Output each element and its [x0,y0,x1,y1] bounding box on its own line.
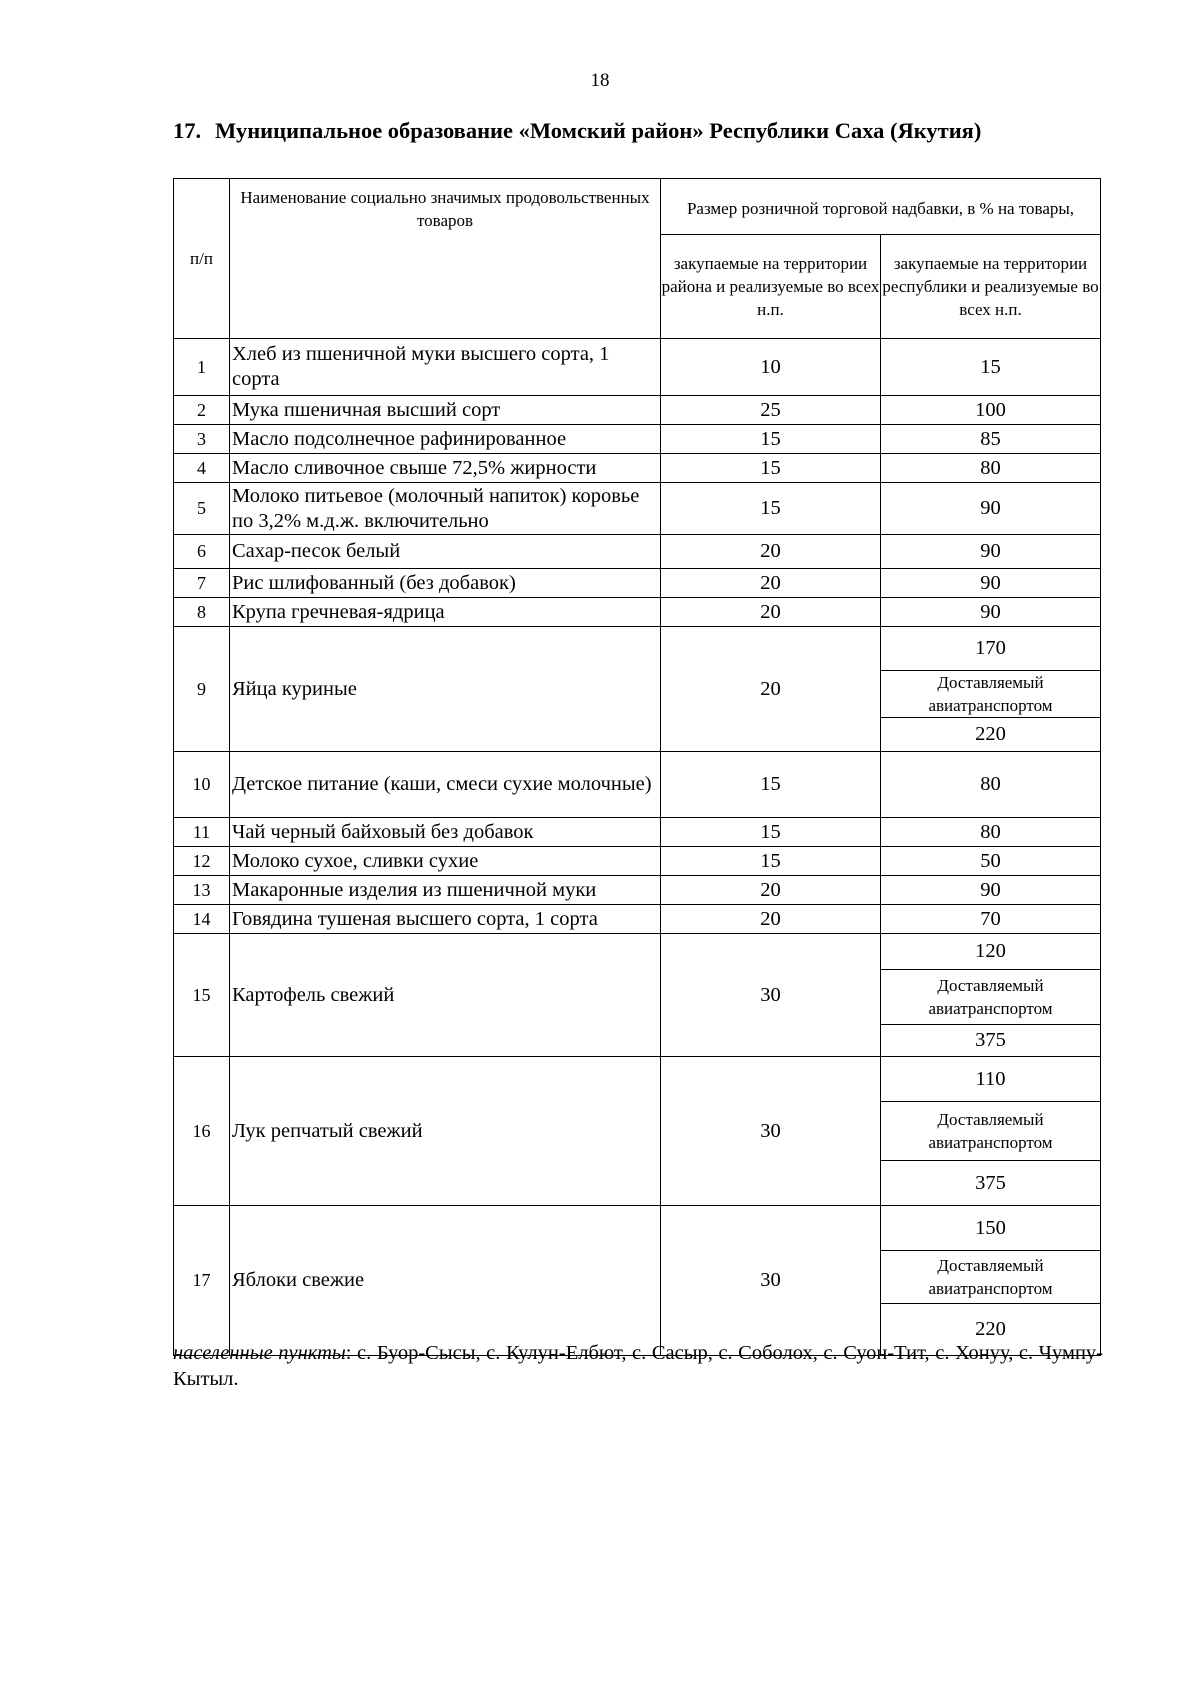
markup-local: 15 [661,483,881,535]
markup-republic-split [881,1206,1100,1355]
markup-local: 20 [661,598,881,627]
air-delivery-note: Доставляемый авиатранспортом [881,1102,1100,1161]
table-row [174,598,1101,627]
product-name: Крупа гречневая-ядрица [230,598,661,627]
markup-republic: 90 [881,483,1101,535]
table-row [174,454,1101,483]
footnote [173,1340,1103,1392]
row-number: 8 [174,598,230,627]
markup-table [173,178,1101,1356]
product-name: Лук репчатый свежий [230,1057,661,1206]
markup-republic: 15 [881,339,1101,396]
markup-local: 20 [661,876,881,905]
row-number: 6 [174,535,230,569]
table-row [174,569,1101,598]
header-num: п/п [174,179,230,339]
product-name: Молоко питьевое (молочный напиток) коровье по 3,2% м.д.ж. включительно [230,483,661,535]
markup-local: 15 [661,847,881,876]
row-number: 14 [174,905,230,934]
row-number: 10 [174,752,230,818]
markup-local: 30 [661,934,881,1057]
product-name: Масло сливочное свыше 72,5% жирности [230,454,661,483]
markup-republic: 100 [881,396,1101,425]
markup-republic: 80 [881,454,1101,483]
table-row [174,876,1101,905]
header-name: Наименование социально значимых продовольственных товаров [230,179,661,339]
product-name: Детское питание (каши, смеси сухие молочные) [230,752,661,818]
row-number: 17 [174,1206,230,1356]
markup-republic: 90 [881,569,1101,598]
section-number: 17. [173,118,202,143]
table-row [174,425,1101,454]
section-heading [173,118,1113,144]
page-number: 18 [590,70,610,91]
product-name: Хлеб из пшеничной муки высшего сорта, 1 сорта [230,339,661,396]
markup-local: 15 [661,818,881,847]
table-row [174,818,1101,847]
markup-republic: 170 [975,637,1006,659]
markup-air: 375 [881,1025,1100,1057]
row-number: 9 [174,627,230,752]
row-number: 11 [174,818,230,847]
table-row [174,339,1101,396]
product-name: Яблоки свежие [230,1206,661,1356]
markup-local: 20 [661,569,881,598]
markup-local: 10 [661,339,881,396]
markup-air: 220 [881,718,1100,752]
markup-republic-split [881,934,1100,1056]
row-number: 13 [174,876,230,905]
markup-republic-split [881,627,1100,751]
markup-local: 30 [661,1206,881,1356]
table-row [174,934,1101,1057]
markup-republic: 120 [975,940,1006,962]
markup-republic: 85 [881,425,1101,454]
markup-republic: 90 [881,598,1101,627]
product-name: Мука пшеничная высший сорт [230,396,661,425]
markup-republic: 80 [881,818,1101,847]
row-number: 3 [174,425,230,454]
header-markup: Размер розничной торговой надбавки, в % на товары, [661,179,1101,235]
table-row [174,752,1101,818]
row-number: 2 [174,396,230,425]
table-row [174,905,1101,934]
markup-local: 20 [661,535,881,569]
product-name: Сахар-песок белый [230,535,661,569]
markup-local: 15 [661,454,881,483]
row-number: 4 [174,454,230,483]
markup-local: 30 [661,1057,881,1206]
section-title: Муниципальное образование «Момский район» Республики Саха (Якутия) [215,118,982,143]
product-name: Картофель свежий [230,934,661,1057]
table-row [174,1057,1101,1206]
product-name: Молоко сухое, сливки сухие [230,847,661,876]
markup-air: 375 [881,1161,1100,1206]
table-body [174,339,1101,1356]
markup-republic: 110 [975,1067,1006,1090]
row-number: 7 [174,569,230,598]
markup-local: 15 [661,752,881,818]
table-row [174,535,1101,569]
air-delivery-note: Доставляемый авиатранспортом [881,970,1100,1025]
table-row [174,627,1101,752]
table-row [174,483,1101,535]
markup-republic: 90 [881,876,1101,905]
markup-air: 220 [881,1304,1100,1356]
markup-republic: 50 [881,847,1101,876]
row-number: 5 [174,483,230,535]
markup-local: 15 [661,425,881,454]
markup-republic: 70 [881,905,1101,934]
product-name: Говядина тушеная высшего сорта, 1 сорта [230,905,661,934]
product-name: Яйца куриные [230,627,661,752]
footnote-text: : с. Буор-Сысы, с. Кулун-Елбют, с. Сасыр, с. Соболох, с. Суон-Тит, с. Хонуу, с. Чумпу-Кытыл. [173,1342,1103,1390]
table-row [174,1206,1101,1356]
header-local: закупаемые на территории района и реализуемые во всех н.п. [661,235,881,339]
table-row [174,396,1101,425]
product-name: Макаронные изделия из пшеничной муки [230,876,661,905]
air-delivery-note: Доставляемый авиатранспортом [881,1251,1100,1304]
product-name: Рис шлифованный (без добавок) [230,569,661,598]
markup-republic: 80 [881,752,1101,818]
markup-republic: 150 [975,1216,1006,1239]
row-number: 16 [174,1057,230,1206]
markup-local: 25 [661,396,881,425]
markup-local: 20 [661,627,881,752]
air-delivery-note: Доставляемый авиатранспортом [881,671,1100,718]
row-number: 12 [174,847,230,876]
markup-local: 20 [661,905,881,934]
header-republic: закупаемые на территории республики и реализуемые во всех н.п. [881,235,1101,339]
product-name: Масло подсолнечное рафинированное [230,425,661,454]
row-number: 1 [174,339,230,396]
row-number: 15 [174,934,230,1057]
markup-republic-split [881,1057,1100,1205]
markup-republic: 90 [881,535,1101,569]
product-name: Чай черный байховый без добавок [230,818,661,847]
footnote-lead: населенные пункты [173,1342,346,1364]
table-row [174,847,1101,876]
